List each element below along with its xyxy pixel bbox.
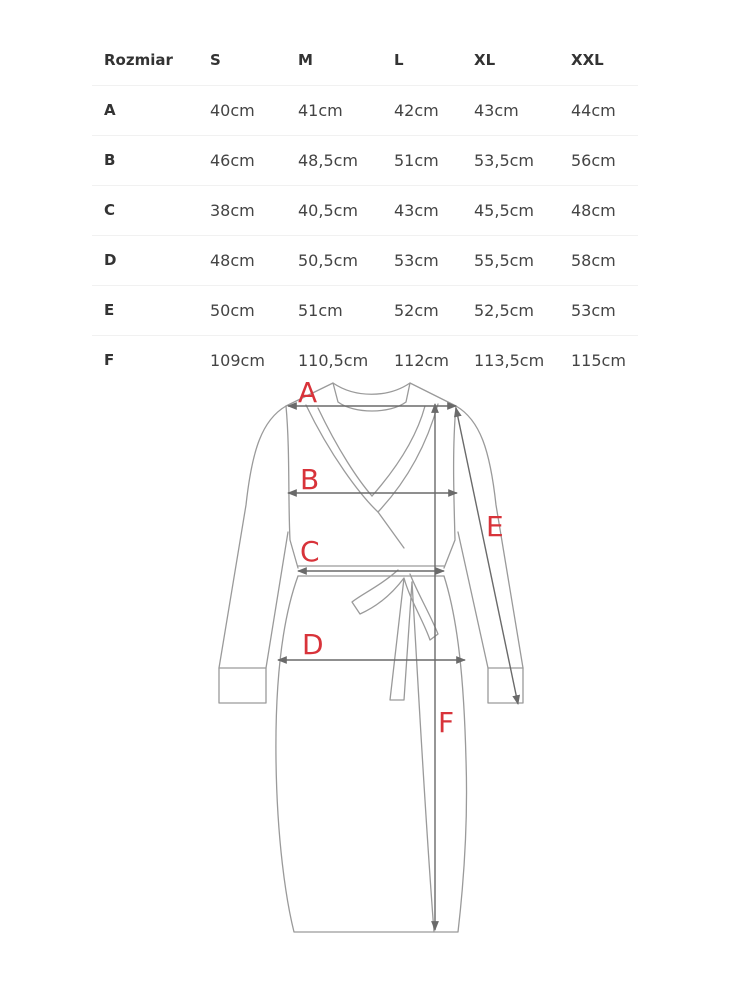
table-cell: 40,5cm bbox=[298, 201, 359, 220]
table-cell: 48,5cm bbox=[298, 151, 359, 170]
label-f: F bbox=[438, 706, 455, 739]
bow-tie bbox=[352, 570, 438, 700]
table-cell: 50cm bbox=[210, 301, 255, 320]
row-label: B bbox=[104, 151, 116, 169]
row-label: F bbox=[104, 351, 115, 369]
left-sleeve bbox=[219, 406, 288, 703]
row-label: E bbox=[104, 301, 115, 319]
table-cell: 42cm bbox=[394, 101, 439, 120]
label-d: D bbox=[302, 628, 324, 661]
table-cell: 46cm bbox=[210, 151, 255, 170]
table-cell: 48cm bbox=[571, 201, 616, 220]
table-cell: 53,5cm bbox=[474, 151, 535, 170]
label-e: E bbox=[486, 510, 504, 543]
table-cell: 53cm bbox=[394, 251, 439, 270]
dress-outline bbox=[219, 383, 523, 932]
table-row bbox=[92, 286, 638, 336]
table-cell: 109cm bbox=[210, 351, 265, 370]
label-b: B bbox=[300, 463, 320, 496]
table-header-row bbox=[92, 36, 638, 86]
label-a: A bbox=[298, 376, 318, 409]
row-label: A bbox=[104, 101, 116, 119]
table-cell: 48cm bbox=[210, 251, 255, 270]
table-cell: 56cm bbox=[571, 151, 616, 170]
lapel-left bbox=[306, 405, 404, 548]
table-cell: 51cm bbox=[298, 301, 343, 320]
row-label: C bbox=[104, 201, 116, 219]
table-cell: 113,5cm bbox=[474, 351, 545, 370]
table-cell: 58cm bbox=[571, 251, 616, 270]
label-c: C bbox=[300, 535, 320, 568]
skirt-wrap-seam bbox=[412, 582, 434, 932]
table-cell: 52cm bbox=[394, 301, 439, 320]
lapel-right bbox=[372, 404, 438, 512]
table-cell: 52,5cm bbox=[474, 301, 535, 320]
table-cell: 115cm bbox=[571, 351, 626, 370]
header-l: L bbox=[394, 51, 404, 69]
table-cell: 50,5cm bbox=[298, 251, 359, 270]
table-cell: 41cm bbox=[298, 101, 343, 120]
right-sleeve bbox=[456, 406, 523, 703]
table-cell: 53cm bbox=[571, 301, 616, 320]
table-row bbox=[92, 186, 638, 236]
table-cell: 51cm bbox=[394, 151, 439, 170]
table-cell: 43cm bbox=[394, 201, 439, 220]
size-table bbox=[92, 36, 638, 385]
table-cell: 112cm bbox=[394, 351, 449, 370]
table-cell: 44cm bbox=[571, 101, 616, 120]
table-cell: 45,5cm bbox=[474, 201, 535, 220]
header-s: S bbox=[210, 51, 221, 69]
table-cell: 38cm bbox=[210, 201, 255, 220]
table-row bbox=[92, 136, 638, 186]
table-cell: 110,5cm bbox=[298, 351, 369, 370]
table-cell: 55,5cm bbox=[474, 251, 535, 270]
header-xl: XL bbox=[474, 51, 496, 69]
header-xxl: XXL bbox=[571, 51, 604, 69]
header-size: Rozmiar bbox=[104, 51, 173, 69]
row-label: D bbox=[104, 251, 117, 269]
dress-measurement-diagram bbox=[0, 370, 738, 970]
table-cell: 43cm bbox=[474, 101, 519, 120]
header-m: M bbox=[298, 51, 313, 69]
collar bbox=[333, 383, 410, 411]
table-row bbox=[92, 86, 638, 136]
table-cell: 40cm bbox=[210, 101, 255, 120]
table-row bbox=[92, 236, 638, 286]
